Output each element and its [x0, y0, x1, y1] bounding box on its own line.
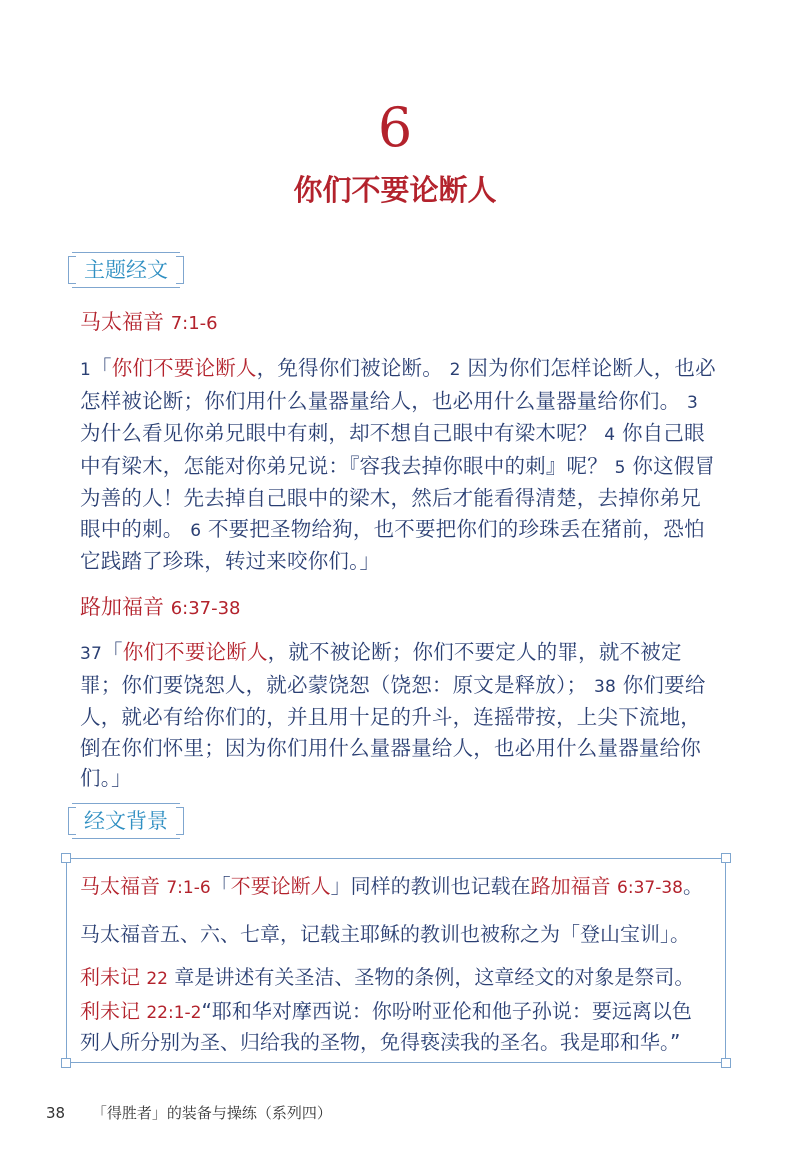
- box-corner-ornament: [721, 853, 731, 863]
- section-label-theme-scripture: [72, 252, 180, 288]
- open-quote: 「: [91, 356, 112, 380]
- box-corner-ornament: [61, 853, 71, 863]
- scripture-passage-luke: [80, 637, 720, 794]
- verse-text: 你这假冒为善的人！先去掉自己眼中的梁木，然后才能看得清楚，去掉你弟兄眼中的刺。: [80, 453, 716, 541]
- verse-number: 2: [449, 360, 461, 380]
- verse-number: 6: [190, 520, 202, 541]
- chapter-verse: 6:37-38: [170, 598, 241, 619]
- background-line: [80, 962, 720, 994]
- book-name: 利未记: [80, 999, 140, 1023]
- background-line: 马太福音五、六、七章，记载主耶稣的教训也被称之为「登山宝训」。: [80, 922, 690, 946]
- highlight-text: 你们不要论断人: [122, 640, 268, 664]
- page-number: 38: [46, 1104, 66, 1122]
- verse-text: 因为你们怎样论断人，也必怎样被论断；你们用什么量器量给人，也必用什么量器量给你们。: [80, 356, 716, 413]
- verse-text: 为什么看见你弟兄眼中有刺，却不想自己眼中有梁木呢？: [80, 421, 598, 445]
- chapter-verse: 22: [146, 969, 168, 989]
- page-footer: [46, 1103, 332, 1123]
- open-quote: 「: [102, 640, 123, 664]
- chapter-verse: 7:1-6: [166, 878, 211, 898]
- verse-number: 5: [614, 457, 626, 478]
- background-line: 列人所分别为圣、归给我的圣物，免得亵渎我的圣名。我是耶和华。”: [80, 1030, 681, 1054]
- label-bracket-left: [68, 256, 76, 284]
- chapter-verse: 6:37-38: [617, 878, 683, 898]
- background-line: [80, 996, 720, 1028]
- book-name: 马太福音: [80, 310, 164, 334]
- highlight-text: 不要论断人: [230, 874, 331, 898]
- line-text: “耶和华对摩西说：你吩咐亚伦和他子孙说：要远离以色: [201, 999, 692, 1023]
- scripture-passage-matthew: [80, 353, 720, 577]
- verse-number: 3: [687, 392, 699, 413]
- label-bracket-left: [68, 807, 76, 835]
- background-line: [80, 871, 720, 903]
- line-text: 。: [682, 874, 703, 898]
- section-label-text: 主题经文: [84, 258, 168, 282]
- passage-reference-luke: [80, 592, 241, 624]
- verse-text: 不要把圣物给狗，也不要把你们的珍珠丢在猪前，恐怕它践踏了珍珠，转过来咬你们。」: [80, 516, 705, 573]
- book-name: 利未记: [80, 965, 140, 989]
- verse-number: 1: [80, 360, 92, 380]
- chapter-verse: 7:1-6: [170, 313, 218, 334]
- section-label-text: 经文背景: [84, 809, 168, 833]
- box-corner-ornament: [721, 1058, 731, 1068]
- book-name: 马太福音: [80, 874, 160, 898]
- book-name: 路加福音: [530, 874, 611, 898]
- verse-number: 38: [593, 676, 617, 697]
- highlight-text: 你们不要论断人: [111, 356, 257, 380]
- verse-text: 你自己眼中有梁木，怎能对你弟兄说：『容我去掉你眼中的刺』呢？: [80, 421, 705, 478]
- label-bracket-right: [176, 807, 184, 835]
- verse-text: ，免得你们被论断。: [256, 356, 443, 380]
- verse-text: 你们要给人，就必有给你们的，并且用十足的升斗，连摇带按，上尖下流地，倒在你们怀里；因为你们用什么量器量给人，也必用什么量器量给你们。」: [80, 672, 706, 790]
- section-label-background: [72, 803, 180, 839]
- label-bracket-right: [176, 256, 184, 284]
- chapter-title: 你们不要论断人: [293, 173, 497, 207]
- verse-number: 4: [604, 425, 616, 445]
- line-text: 章是讲述有关圣洁、圣物的条例，这章经文的对象是祭司。: [174, 965, 695, 989]
- book-name: 路加福音: [80, 595, 164, 619]
- book-title: 「得胜者」的装备与操练（系列四）: [91, 1104, 332, 1122]
- passage-reference-matthew: [80, 307, 218, 339]
- line-text: 」同样的教训也记载在: [330, 874, 531, 898]
- verse-number: 37: [80, 644, 103, 664]
- box-corner-ornament: [61, 1058, 71, 1068]
- chapter-number: 6: [377, 96, 413, 159]
- verse-text: ，就不被论断；你们不要定人的罪，就不被定罪；你们要饶恕人，就必蒙饶恕（饶恕：原文是释放）；: [80, 640, 682, 697]
- open-quote: 「: [210, 874, 231, 898]
- chapter-verse: 22:1-2: [146, 1003, 202, 1023]
